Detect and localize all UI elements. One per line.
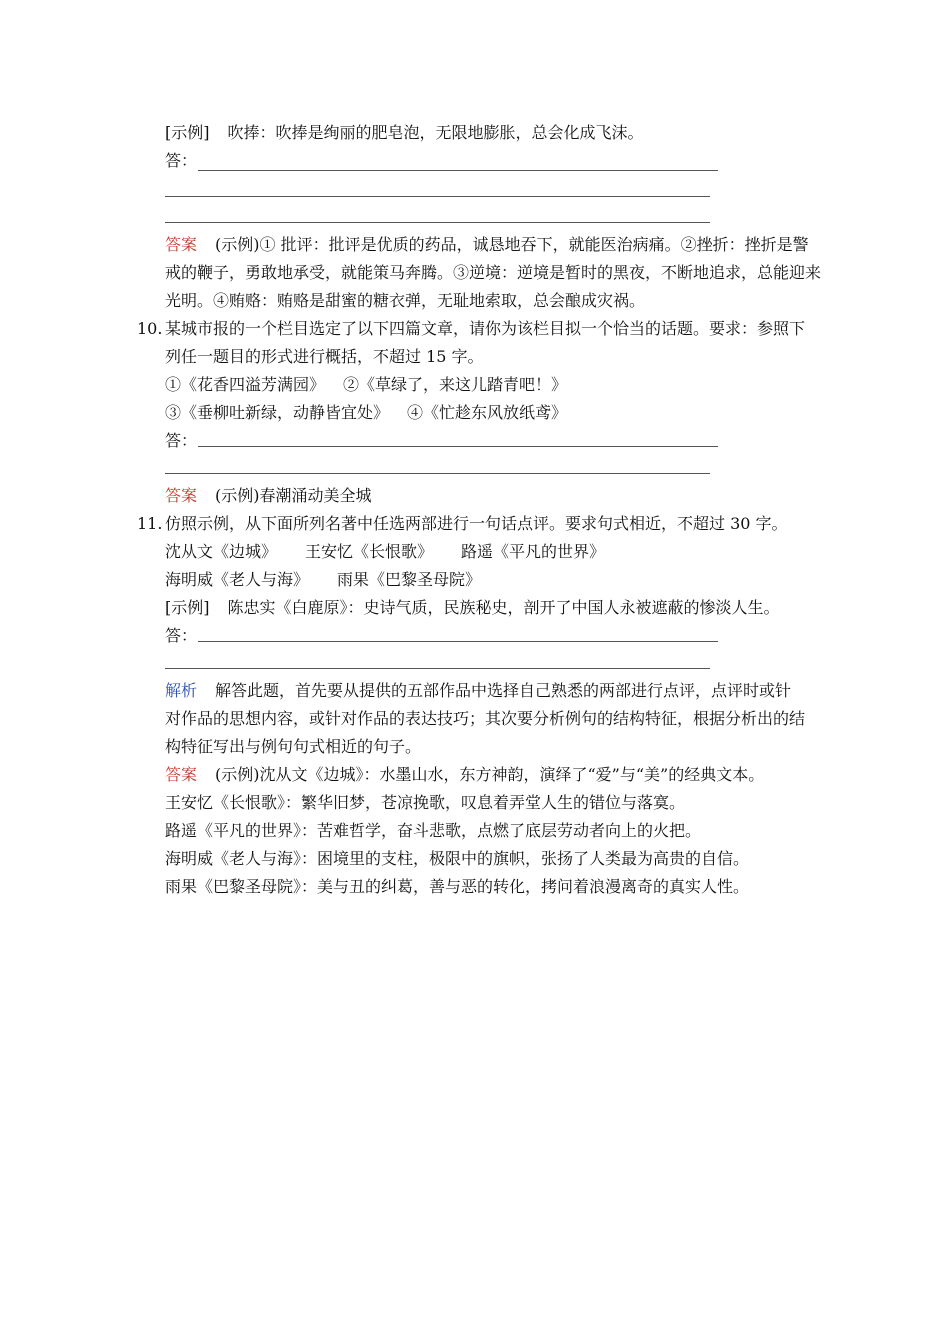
answer-blank-line[interactable] [198,446,718,447]
q11-analysis-line-2: 对作品的思想内容，或针对作品的表达技巧；其次要分析例句的结构特征，根据分析出的结 [165,709,806,728]
q9-answer-line-3: 光明。④贿赂：贿赂是甜蜜的糖衣弹，无耻地索取，总会酿成灾祸。 [165,291,646,310]
answer-label: 答案 [165,765,198,784]
example-label: [示例] [165,123,210,142]
q10-options-row-1: ①《花香四溢芳满园》 ②《草绿了，来这儿踏青吧！》 [165,375,568,394]
answer-blank-line[interactable] [165,668,710,669]
question-number: 10. [137,319,163,338]
q11-example: [示例] 陈忠实《白鹿原》：史诗气质，民族秘史，剖开了中国人永被遮蔽的惨淡人生。 [165,598,780,617]
q11-answer-line-3: 路遥《平凡的世界》：苦难哲学，奋斗悲歌，点燃了底层劳动者向上的火把。 [165,821,702,840]
q11-answer-line-5: 雨果《巴黎圣母院》：美与丑的纠葛，善与恶的转化，拷问着浪漫离奇的真实人性。 [165,877,750,896]
q11-question: 11. 仿照示例，从下面所列名著中任选两部进行一句话点评。要求句式相近，不超过 30 字。 [137,514,788,533]
analysis-label: 解析 [165,681,198,700]
q11-answer-line-1: 答案 (示例)沈从文《边城》：水墨山水，东方神韵，演绎了“爱”与“美”的经典文本。 [165,765,765,784]
q10-question-line-2: 列任一题目的形式进行概括，不超过 15 字。 [165,347,484,366]
answer-blank-line[interactable] [165,222,710,223]
q11-answer-prompt: 答： [165,626,198,645]
q11-answer-line-2: 王安忆《长恨歌》：繁华旧梦，苍凉挽歌，叹息着弄堂人生的错位与落寞。 [165,793,686,812]
example-label: [示例] [165,598,210,617]
q10-options-row-2: ③《垂柳吐新绿，动静皆宜处》 ④《忙趁东风放纸鸢》 [165,403,568,422]
answer-blank-line[interactable] [165,196,710,197]
q10-question-line-1: 10. 某城市报的一个栏目选定了以下四篇文章，请你为该栏目拟一个恰当的话题。要求：参照下 [137,319,806,338]
q10-answer-prompt: 答： [165,431,198,450]
q9-answer-line-1: 答案 (示例)① 批评：批评是优质的药品，诚恳地吞下，就能医治病痛。②挫折：挫折是警 [165,235,809,254]
q11-answer-line-4: 海明威《老人与海》：困境里的支柱，极限中的旗帜，张扬了人类最为高贵的自信。 [165,849,750,868]
q9-answer-prompt: 答： [165,151,198,170]
answer-blank-line[interactable] [198,641,718,642]
question-number: 11. [137,514,163,533]
answer-blank-line[interactable] [198,170,718,171]
answer-label: 答案 [165,235,198,254]
q10-answer: 答案 (示例)春潮涌动美全城 [165,486,372,505]
answer-label: 答案 [165,486,198,505]
answer-blank-line[interactable] [165,473,710,474]
q11-analysis-line-3: 构特征写出与例句句式相近的句子。 [165,737,422,756]
q11-books-row-1: 沈从文《边城》 王安忆《长恨歌》 路遥《平凡的世界》 [165,542,606,561]
q11-books-row-2: 海明威《老人与海》 雨果《巴黎圣母院》 [165,570,482,589]
example-text: 吹捧：吹捧是绚丽的肥皂泡，无限地膨胀，总会化成飞沫。 [227,123,644,142]
q9-answer-line-2: 戒的鞭子，勇敢地承受，就能策马奔腾。③逆境：逆境是暂时的黑夜，不断地追求，总能迎来 [165,263,822,282]
q11-analysis-line-1: 解析 解答此题，首先要从提供的五部作品中选择自己熟悉的两部进行点评，点评时或针 [165,681,792,700]
q9-example [165,122,644,144]
